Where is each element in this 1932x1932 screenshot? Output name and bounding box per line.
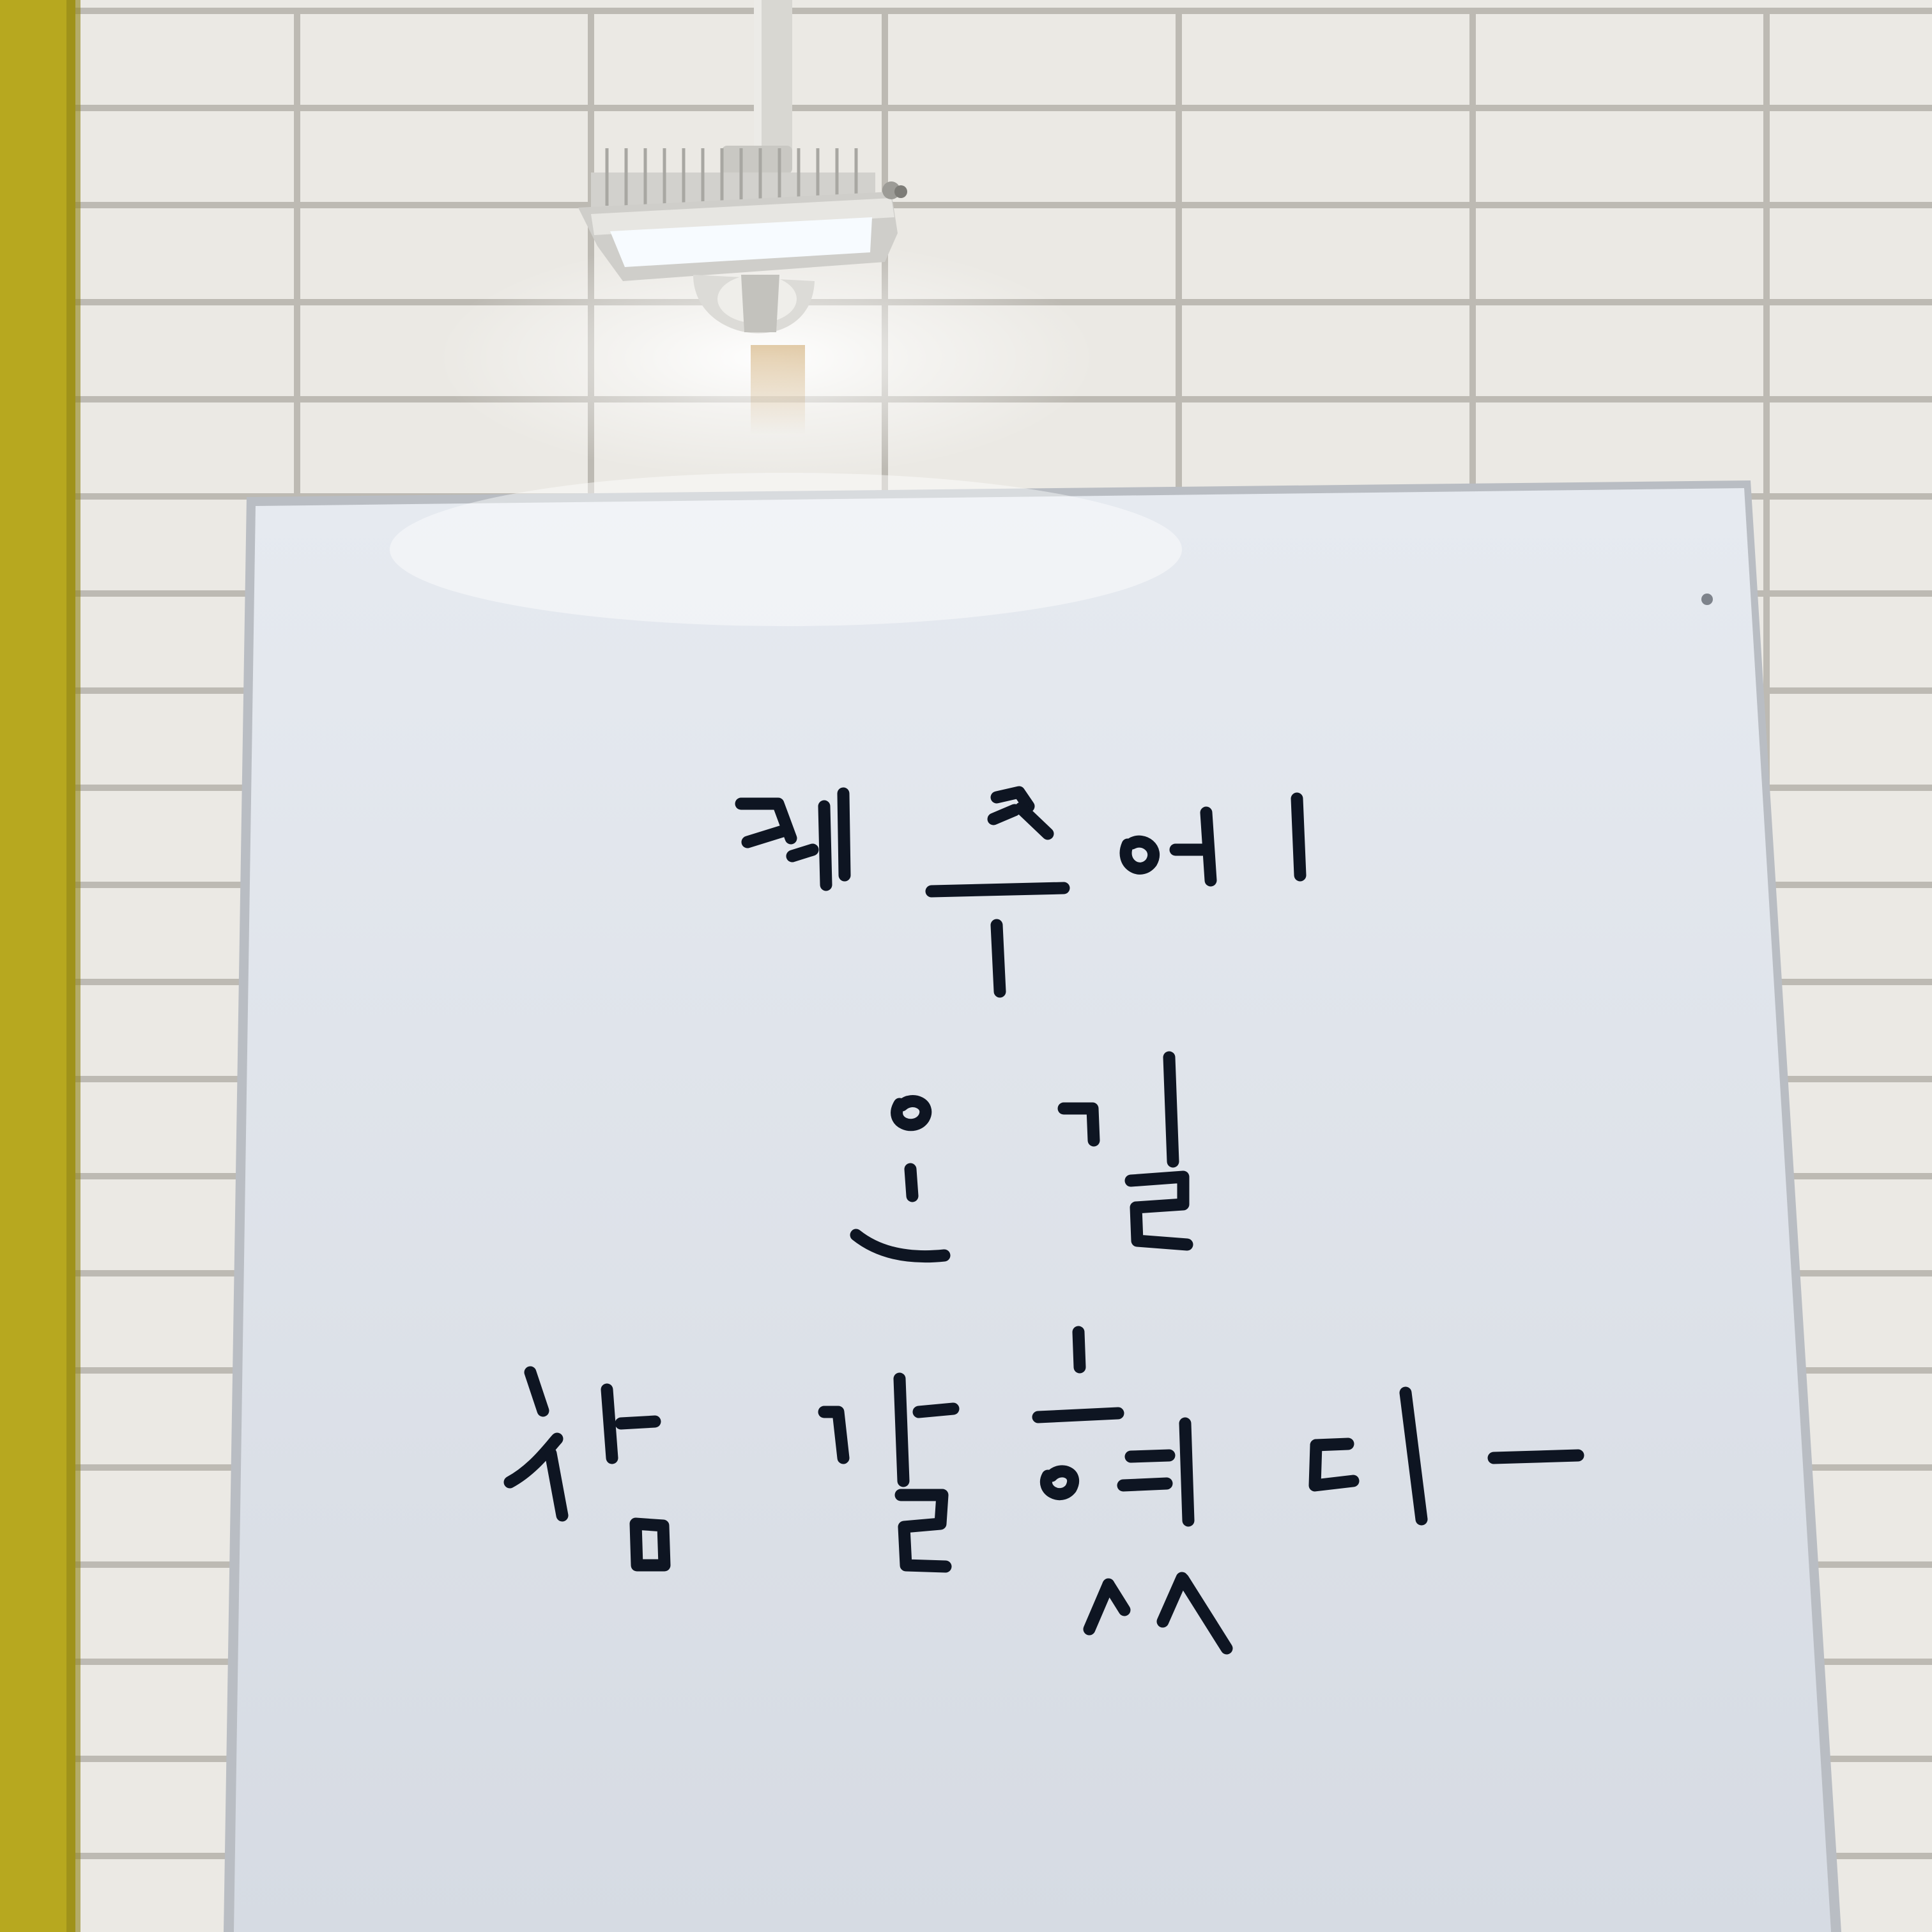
mortar-joint	[1469, 202, 1476, 299]
mortar-joint	[1176, 105, 1182, 202]
mortar-joint	[588, 8, 594, 105]
lamp-bolt-head	[894, 185, 907, 198]
yellow-wall-edge	[0, 0, 75, 1932]
lamp-conduit-highlight	[754, 0, 762, 153]
whiteboard-surface	[234, 488, 1831, 1932]
mortar-course	[0, 202, 1932, 208]
mortar-joint	[1176, 8, 1182, 105]
mortar-joint	[1763, 8, 1770, 105]
mortar-joint	[1469, 8, 1476, 105]
mortar-joint	[294, 202, 300, 299]
whiteboard	[224, 473, 1841, 1932]
mortar-joint	[1176, 396, 1182, 493]
mortar-course	[0, 8, 1932, 14]
mortar-joint	[1763, 396, 1770, 493]
mortar-joint	[294, 105, 300, 202]
mortar-joint	[1763, 493, 1770, 590]
yellow-wall-edge-shadow	[66, 0, 80, 1932]
mortar-joint	[1469, 299, 1476, 396]
mortar-joint	[294, 299, 300, 396]
mortar-joint	[294, 396, 300, 493]
mortar-joint	[1763, 202, 1770, 299]
mortar-joint	[1469, 396, 1476, 493]
mortar-joint	[1176, 202, 1182, 299]
mortar-joint	[1763, 590, 1770, 687]
mortar-joint	[1763, 105, 1770, 202]
mortar-joint	[1469, 105, 1476, 202]
mortar-joint	[1763, 299, 1770, 396]
mortar-joint	[294, 8, 300, 105]
lamp-junction	[722, 146, 792, 174]
rust-streak	[751, 345, 805, 434]
whiteboard-magnet-dot	[1701, 594, 1713, 605]
mortar-joint	[1176, 299, 1182, 396]
lamp-arm	[741, 275, 779, 332]
whiteboard-highlight	[390, 473, 1182, 626]
mortar-joint	[882, 8, 888, 105]
mortar-course	[0, 105, 1932, 111]
